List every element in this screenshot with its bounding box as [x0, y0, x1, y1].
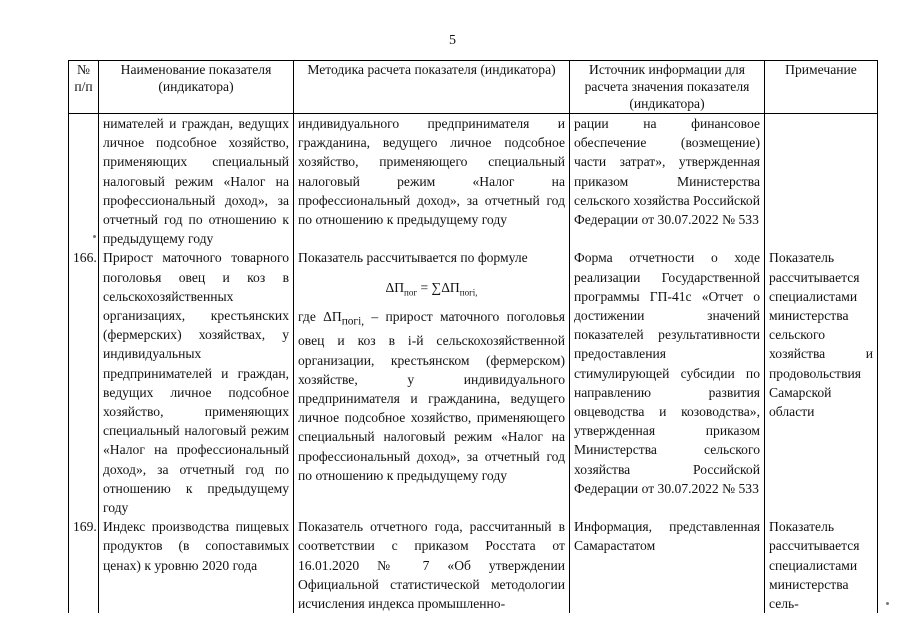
- indicator-note: Показатель рассчитывается специалистами министерства сельского хозяйства и продовольствия Самарской области: [765, 248, 878, 517]
- method-rest: – прирост маточного поголовья овец и коз в i-й сельскохозяйственной организации, крестьянском (фермерском) хозяйстве, у индивидуального предпринимателя и гражданина, ведущего личное подсобное хозяйство, применяющего специальный налоговый режим «Налог на профессиональный доход», за отчетный год по отношению к предыдущему году: [298, 308, 565, 483]
- method-where: где ΔП: [298, 308, 342, 324]
- indicator-source: Форма отчетности о ходе реализации Государственной программы ГП-41с «Отчет о достижении значений показателей результативности предоставления стимулирующей субсидии по направлению развития овцеводства и козоводства», утвержденная приказом Министерства сельского хозяйства Российской Федерации от 30.07.2022 № 533: [570, 248, 765, 517]
- row-number: [69, 114, 99, 249]
- indicator-method: Показатель отчетного года, рассчитанный в соответствии с приказом Росстата от 16.01.2020 № 7 «Об утверждении Официальной статистической методологии исчисления индекса промышленно-: [294, 517, 570, 613]
- indicator-name: Прирост маточного товарного поголовья овец и коз в сельскохозяйственных организациях, крестьянских (фермерских) хозяйствах, у индивидуальных предпринимателей и граждан, ведущих личное подсобное хозяйство, применяющих специальный налоговый режим «Налог на профессиональный доход», за отчетный год по отношению к предыдущему году: [99, 248, 294, 517]
- table-row: [69, 114, 878, 249]
- indicators-table: [68, 60, 878, 613]
- indicator-name: Индекс производства пищевых продуктов (в сопоставимых ценах) к уровню 2020 года: [99, 517, 294, 613]
- header-note: Примечание: [765, 61, 878, 114]
- table-row: [69, 517, 878, 613]
- indicator-name: нимателей и граждан, ведущих личное подсобное хозяйство, применяющих специальный налоговый режим «Налог на профессиональный доход», за отчетный год по отношению к предыдущему году: [99, 114, 294, 249]
- table-row: [69, 248, 878, 517]
- formula-lhs-sub: пог: [404, 287, 418, 298]
- indicator-method: индивидуального предпринимателя и гражданина, ведущего личное подсобное хозяйство, применяющего специальный налоговый режим «Налог на профессиональный доход», за отчетный год по отношению к предыдущему году: [294, 114, 570, 249]
- indicator-source: рации на финансовое обеспечение (возмещение) части затрат», утвержденная приказом Министерства сельского хозяйства Российской Федерации от 30.07.2022 № 533: [570, 114, 765, 249]
- header-method: Методика расчета показателя (индикатора): [294, 61, 570, 114]
- indicator-method: [294, 248, 570, 517]
- scan-speck: [886, 602, 889, 605]
- row-number: 166.: [69, 248, 99, 517]
- formula: [298, 278, 565, 303]
- method-intro: Показатель рассчитывается по формуле: [298, 250, 528, 266]
- indicator-note: Показатель рассчитывается специалистами министерства сель-: [765, 517, 878, 613]
- formula-rhs: = ∑ΔП: [420, 279, 460, 295]
- indicator-note: [765, 114, 878, 249]
- formula-rhs-sub: погi,: [459, 287, 478, 298]
- formula-lhs: ΔП: [385, 279, 405, 295]
- method-definition: [298, 307, 565, 486]
- method-where-sub: погi,: [341, 315, 365, 328]
- scan-speck: [93, 235, 96, 238]
- page-number: 5: [449, 33, 456, 48]
- header-num: № п/п: [69, 61, 99, 114]
- indicator-source: Информация, представленная Самарастатом: [570, 517, 765, 613]
- header-name: Наименование показателя (индикатора): [99, 61, 294, 114]
- header-source: Источник информации для расчета значения показателя (индикатора): [570, 61, 765, 114]
- row-number: 169.: [69, 517, 99, 613]
- table-header-row: [69, 61, 878, 114]
